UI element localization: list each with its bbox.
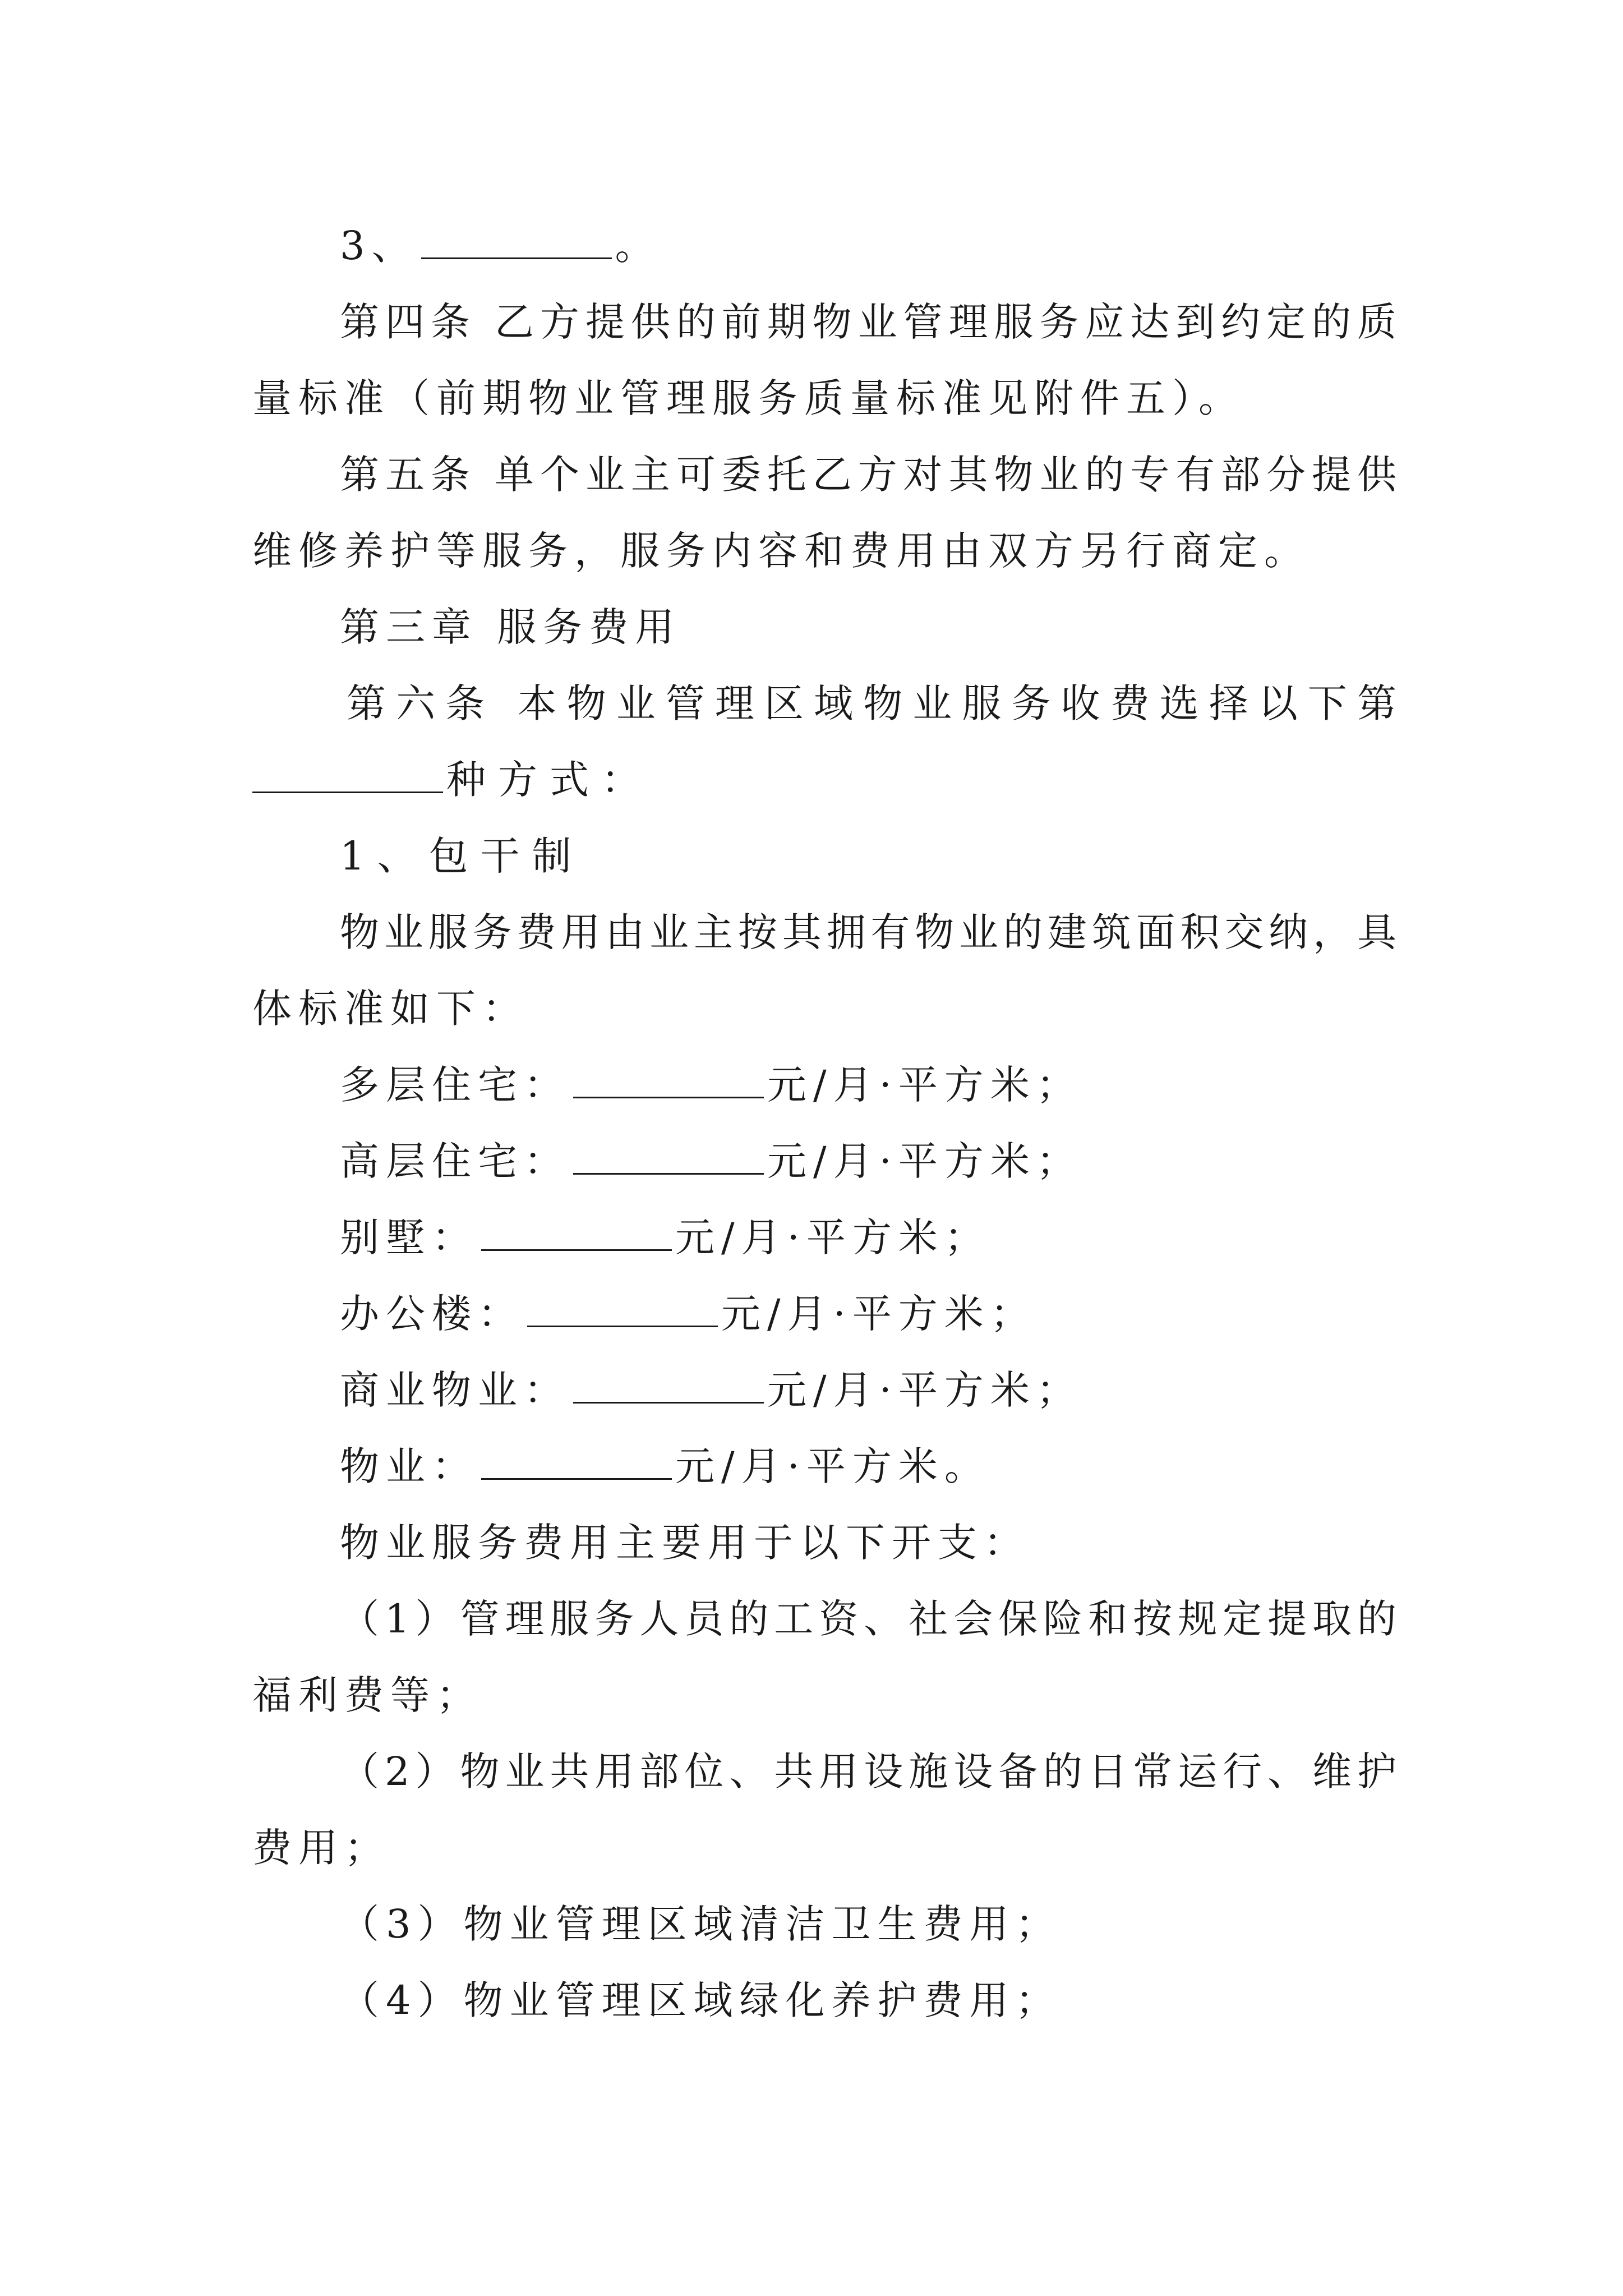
fee-row-label: 商业物业： — [340, 1367, 570, 1413]
blank-field — [481, 1439, 672, 1480]
article-5-line-2: 维修养护等服务，服务内容和费用由双方另行商定。 — [252, 528, 1310, 574]
fee-row-property — [252, 1428, 1396, 1504]
blank-field — [481, 1210, 672, 1251]
article-4-line-2: 量标准（前期物业管理服务质量标准见附件五）。 — [252, 375, 1244, 421]
expense-1-line-2: 福利费等； — [252, 1672, 482, 1718]
blank-field — [527, 1286, 718, 1327]
fee-row-unit: 元/月·平方米。 — [675, 1443, 990, 1489]
expense-1-line-1: （1）管理服务人员的工资、社会保险和按规定提取的 — [340, 1596, 1396, 1642]
blank-field — [573, 1057, 764, 1098]
fee-row-commercial — [252, 1352, 1396, 1428]
expense-2-line-1: （2）物业共用部位、共用设施设备的日常运行、维护 — [340, 1749, 1396, 1795]
fee-row-label: 高层住宅： — [340, 1138, 570, 1184]
chapter-3-heading: 第三章 服务费用 — [340, 604, 681, 650]
article-5-line-1: 第五条 单个业主可委托乙方对其物业的专有部分提供 — [340, 452, 1396, 498]
fee-row-villa — [252, 1199, 1396, 1276]
fee-row-unit: 元/月·平方米； — [767, 1138, 1082, 1184]
fee-row-unit: 元/月·平方米； — [675, 1214, 990, 1260]
fee-row-label: 多层住宅： — [340, 1062, 570, 1108]
fee-description-line-2: 体标准如下： — [252, 986, 528, 1032]
fee-row-multi-storey — [252, 1047, 1396, 1123]
article-4-line-1: 第四条 乙方提供的前期物业管理服务应达到约定的质 — [340, 299, 1396, 345]
fee-row-unit: 元/月·平方米； — [767, 1062, 1082, 1108]
fee-row-unit: 元/月·平方米； — [721, 1291, 1036, 1337]
fee-row-label: 办公楼： — [340, 1291, 524, 1337]
expense-4: （4）物业管理区域绿化养护费用； — [340, 1977, 1062, 2023]
fee-row-high-rise — [252, 1123, 1396, 1199]
expense-2-line-2: 费用； — [252, 1825, 390, 1871]
fee-row-unit: 元/月·平方米； — [767, 1367, 1082, 1413]
blank-field — [421, 218, 612, 259]
fee-description-line-1: 物业服务费用由业主按其拥有物业的建筑面积交纳，具 — [340, 909, 1396, 955]
option-1-heading: 1、包干制 — [340, 833, 584, 879]
blank-field — [573, 1134, 764, 1175]
fee-row-label: 别墅： — [340, 1214, 478, 1260]
article-6-tail: 种方式： — [446, 757, 653, 803]
blank-field — [252, 752, 443, 793]
article-6-line-1: 第六条 本物业管理区域物业服务收费选择以下第 — [347, 680, 1396, 726]
expense-3: （3）物业管理区域清洁卫生费用； — [340, 1901, 1062, 1947]
clause-item-3 — [252, 208, 1396, 284]
fee-row-office — [252, 1276, 1396, 1352]
expenses-intro: 物业服务费用主要用于以下开支： — [340, 1520, 1030, 1566]
blank-field — [573, 1363, 764, 1404]
fee-row-label: 物业： — [340, 1443, 478, 1489]
item-number: 3、 — [340, 223, 418, 269]
item-end: 。 — [615, 223, 661, 269]
article-6-line-2 — [252, 742, 1396, 818]
